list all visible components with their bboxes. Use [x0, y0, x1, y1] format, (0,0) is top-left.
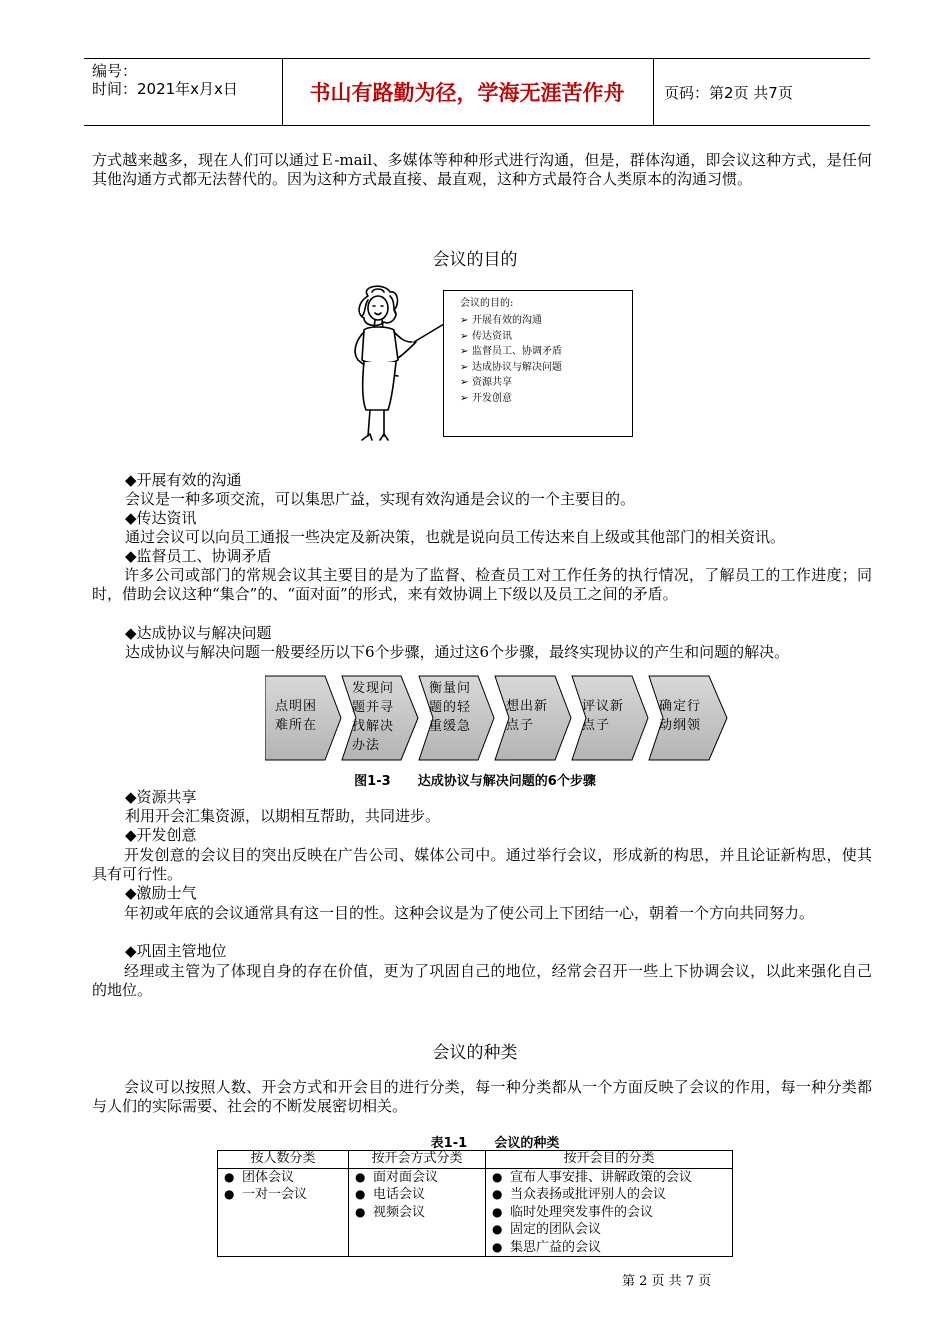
arrow-icon: ➢ [460, 315, 469, 326]
header-page-code: 页码：第2页 共7页 [664, 83, 793, 102]
list-item: ● 一对一会议 [224, 1187, 308, 1202]
list-item: ● 电话会议 [355, 1187, 426, 1202]
bullet-icon: ● [492, 1187, 503, 1201]
table-row [218, 1168, 733, 1257]
bullet-icon: ● [492, 1204, 503, 1219]
list-item: ➢ 达成协议与解决问题 [460, 360, 562, 376]
column-header: 按人数分类 [218, 1151, 349, 1169]
list-item: ➢ 监督员工、协调矛盾 [460, 344, 562, 360]
list-item: ● 团体会议 [224, 1169, 295, 1185]
list-item: ● 临时处理突发事件的会议 [492, 1204, 654, 1220]
purpose-item-text: 经理或主管为了体现自身的存在价值，更为了巩固自己的地位，经常会召开一些上下协调会议，以此来强化自己的地位。 [92, 962, 872, 999]
purpose-item-text: 会议是一种多项交流，可以集思广益，实现有效沟通是会议的一个主要目的。 [125, 490, 636, 508]
purpose-item-title: ◆传达资讯 [125, 509, 197, 527]
list-item: ● 视频会议 [355, 1204, 426, 1220]
arrow-icon: ➢ [460, 330, 469, 342]
purpose-board-list [460, 313, 562, 406]
bullet-icon: ● [492, 1239, 503, 1254]
process-step-3: 衡量问 题的轻 重缓急 [429, 681, 472, 734]
page-footer: 第 2 页 共 7 页 [622, 1274, 712, 1289]
purpose-item-text: 通过会议可以向员工通报一些决定及新决策，也就是说向员工传达来自上级或其他部门的相关资讯。 [125, 528, 786, 546]
types-paragraph: 会议可以按照人数、开会方式和开会目的进行分类，每一种分类都从一个方面反映了会议的作用，每一种分类都与人们的实际需要、社会的不断发展密切相关。 [92, 1078, 872, 1115]
purpose-item-text: 年初或年底的会议通常具有这一目的性。这种会议是为了使公司上下团结一心，朝着一个方向共同努力。 [124, 904, 815, 922]
process-step-1: 点明困 难所在 [275, 699, 318, 733]
list-item: ➢ 开展有效的沟通 [460, 313, 562, 329]
list-item: ➢ 传达资讯 [460, 329, 562, 345]
arrow-icon: ➢ [460, 377, 469, 388]
purpose-item-text: 许多公司或部门的常规会议其主要目的是为了监督、检查员工对工作任务的执行情况，了解员工的工作进度；同时，借助会议这种“集合”的、“面对面”的形式，来有效协调上下级以及员工之间的矛盾。 [92, 566, 872, 603]
process-step-6: 确定行 动纲领 [659, 699, 702, 733]
purpose-item-title: ◆激励士气 [125, 884, 197, 902]
purpose-item-title: ◆开发创意 [125, 826, 197, 844]
meeting-types-table [217, 1150, 733, 1257]
purpose-item-title: ◆开展有效的沟通 [125, 471, 242, 489]
list-item: ● 宣布人事安排、讲解政策的会议 [492, 1169, 693, 1185]
list-item: ● 集思广益的会议 [492, 1239, 602, 1255]
bullet-icon: ● [355, 1169, 366, 1184]
bullet-icon: ● [355, 1187, 366, 1201]
purpose-item-title: ◆监督员工、协调矛盾 [125, 547, 272, 565]
column-header: 按开会目的分类 [486, 1151, 733, 1169]
bullet-icon: ● [492, 1222, 503, 1236]
intro-paragraph: 方式越来越多，现在人们可以通过Ｅ-mail、多媒体等种种形式进行沟通，但是，群体沟通，即会议这种方式，是任何其他沟通方式都无法替代的。因为这种方式最直接、最直观，这种方式最符合人类原本的沟通习惯。 [92, 151, 872, 188]
arrow-icon: ➢ [460, 392, 469, 404]
list-item: ● 当众表扬或批评别人的会议 [492, 1187, 667, 1202]
list-item: ● 固定的团队会议 [492, 1222, 602, 1237]
purpose-item-title: ◆资源共享 [125, 788, 197, 806]
arrow-icon: ➢ [460, 346, 469, 357]
table-header-row [218, 1151, 733, 1169]
purpose-board-title: 会议的目的: [460, 298, 514, 309]
purpose-item-text: 利用开会汇集资源，以期相互帮助，共同进步。 [125, 807, 441, 825]
process-step-2: 发现问 题并寻 找解决 办法 [352, 681, 395, 753]
bullet-icon: ● [224, 1169, 235, 1184]
table-caption: 表1-1 会议的种类 [430, 1136, 560, 1151]
table-cell [349, 1168, 486, 1257]
header-serial: 编号： [92, 62, 138, 80]
header-motto: 书山有路勤为径，学海无涯苦作舟 [309, 81, 625, 105]
figure-caption: 图1-3 达成协议与解决问题的6个步骤 [354, 774, 596, 789]
purpose-item-text: 开发创意的会议目的突出反映在广告公司、媒体公司中。通过举行会议，形成新的构思，并且论证新构思，使其具有可行性。 [92, 846, 872, 883]
bullet-icon: ● [224, 1187, 235, 1201]
table-cell [218, 1168, 349, 1257]
purpose-item-text: 达成协议与解决问题一般要经历以下6个步骤，通过这6个步骤，最终实现协议的产生和问题的解决。 [125, 643, 790, 661]
column-header: 按开会方式分类 [349, 1151, 486, 1169]
process-step-4: 想出新 点子 [506, 699, 549, 733]
list-item: ➢ 资源共享 [460, 375, 562, 391]
presenter-illustration [338, 282, 448, 447]
process-step-5: 评议新 点子 [582, 699, 625, 733]
bullet-icon: ● [355, 1204, 366, 1219]
header-time: 时间：2021年x月x日 [92, 80, 238, 98]
list-item: ➢ 开发创意 [460, 391, 562, 407]
bullet-icon: ● [492, 1169, 503, 1184]
list-item: ● 面对面会议 [355, 1169, 439, 1185]
table-cell [486, 1168, 733, 1257]
purpose-item-title: ◆达成协议与解决问题 [125, 624, 272, 642]
section-heading-purpose: 会议的目的 [432, 250, 518, 270]
purpose-item-title: ◆巩固主管地位 [125, 942, 227, 960]
section-heading-types: 会议的种类 [432, 1043, 518, 1063]
arrow-icon: ➢ [460, 361, 469, 373]
